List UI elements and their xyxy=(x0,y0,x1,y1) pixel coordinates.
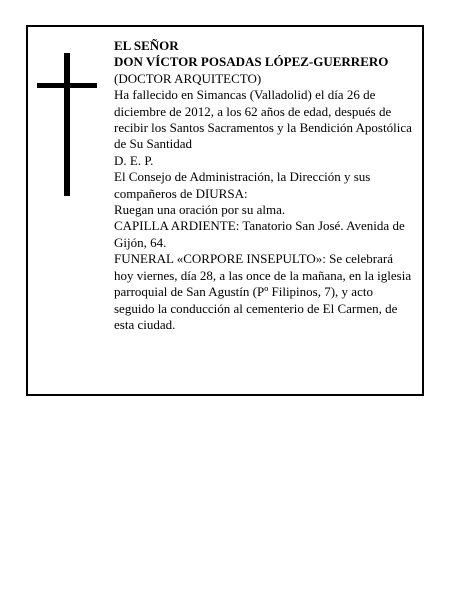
funeral-info: FUNERAL «CORPORE INSEPULTO»: Se celebrará hoy viernes, día 28, a las once de la mañana, en la iglesia parroquial de San Agustín (Pº Filipinos, 7), y acto seguido la conducción al cementerio de El Carmen, de esta ciudad. xyxy=(114,251,412,332)
cross-horizontal-bar xyxy=(37,83,97,88)
chapel-info: CAPILLA ARDIENTE: Tanatorio San José. Avenida de Gijón, 64. xyxy=(114,218,405,250)
prayer-request: Ruegan una oración por su alma. xyxy=(114,202,286,218)
notice-body xyxy=(114,38,414,333)
profession: (DOCTOR ARQUITECTO) xyxy=(114,70,262,86)
council-text: El Consejo de Administración, la Dirección y sus compañeros de DIURSA: xyxy=(114,169,371,201)
dep-text: D. E. P. xyxy=(114,152,154,168)
cross-icon xyxy=(37,53,97,196)
deceased-name: DON VÍCTOR POSADAS LÓPEZ-GUERRERO xyxy=(114,54,389,70)
death-announcement: Ha fallecido en Simancas (Valladolid) el día 26 de diciembre de 2012, a los 62 años de edad, después de recibir los Santos Sacramentos y la Bendición Apostólica de Su Santidad xyxy=(114,87,412,152)
title-line-1: EL SEÑOR xyxy=(114,38,179,53)
cross-vertical-bar xyxy=(64,53,70,196)
